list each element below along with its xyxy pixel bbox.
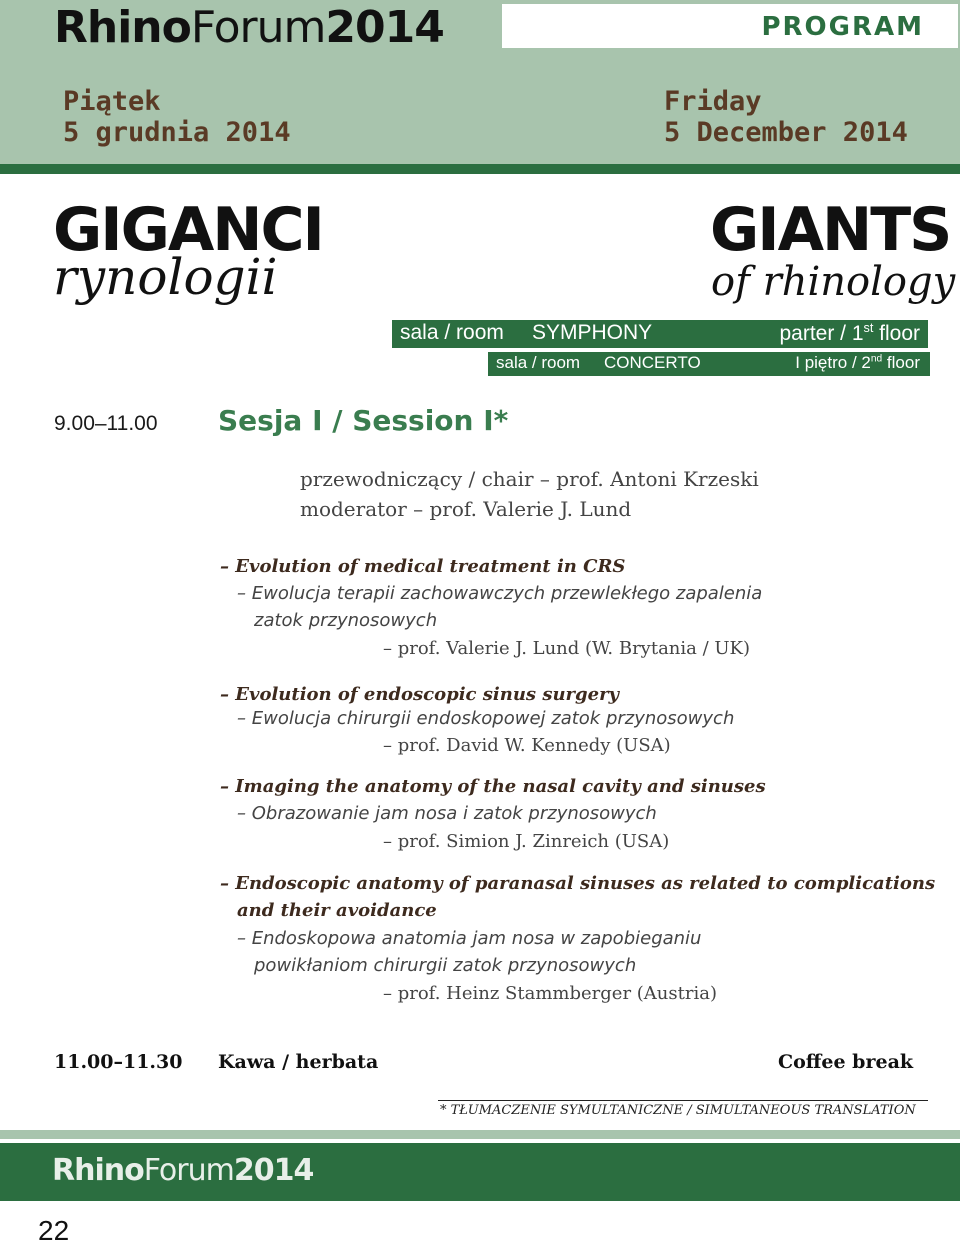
footer-divider	[0, 1130, 960, 1139]
session-time: 9.00–11.00	[54, 412, 158, 435]
session-title: Sesja I / Session I*	[218, 404, 509, 437]
session-chair: przewodniczący / chair – prof. Antoni Krzeski	[300, 467, 759, 491]
talk-title-pl-cont: zatok przynosowych	[254, 610, 438, 631]
title-en-sub: of rhinology	[711, 259, 956, 305]
session-moderator: moderator – prof. Valerie J. Lund	[300, 497, 632, 521]
title-pl-main: GIGANCI	[53, 195, 323, 265]
room-name: CONCERTO	[604, 353, 701, 372]
footer-brand-logo: RhinoForum2014	[52, 1153, 314, 1188]
title-pl-sub: rynologii	[53, 248, 278, 306]
room-bar-concerto	[488, 352, 930, 376]
room-bar-symphony	[392, 320, 928, 348]
room-label: sala / room	[400, 321, 504, 344]
header-divider	[0, 164, 960, 174]
talk-title-pl-cont: powikłaniom chirurgii zatok przynosowych	[254, 955, 637, 976]
brand-logo: RhinoForum2014	[54, 2, 444, 53]
talk-title-pl: – Endoskopowa anatomia jam nosa w zapobieganiu	[237, 928, 702, 949]
talk-title-en: – Endoscopic anatomy of paranasal sinuses as related to complications	[220, 873, 936, 894]
footnote: * TŁUMACZENIE SYMULTANICZNE / SIMULTANEOUS TRANSLATION	[440, 1103, 916, 1118]
day-en: Friday	[664, 86, 762, 117]
talk-title-en: – Evolution of medical treatment in CRS	[220, 556, 626, 577]
title-en-main: GIANTS	[710, 195, 951, 265]
talk-speaker: – prof. David W. Kennedy (USA)	[383, 735, 671, 756]
date-pl: 5 grudnia 2014	[63, 117, 291, 148]
talk-title-en: – Evolution of endoscopic sinus surgery	[220, 684, 620, 705]
program-label-box	[502, 4, 958, 48]
talk-title-pl: – Obrazowanie jam nosa i zatok przynosowych	[237, 803, 657, 824]
talk-speaker: – prof. Heinz Stammberger (Austria)	[383, 983, 717, 1004]
program-label: PROGRAM	[761, 12, 924, 42]
talk-speaker: – prof. Simion J. Zinreich (USA)	[383, 831, 670, 852]
room-name: SYMPHONY	[532, 321, 653, 344]
talk-title-en: – Imaging the anatomy of the nasal cavity and sinuses	[220, 776, 766, 797]
talk-title-pl: – Ewolucja chirurgii endoskopowej zatok przynosowych	[237, 708, 735, 729]
talk-title-en-cont: and their avoidance	[237, 900, 437, 921]
date-en: 5 December 2014	[664, 117, 908, 148]
room-floor: parter / 1st floor	[779, 321, 920, 345]
footer-band	[0, 1143, 960, 1201]
break-label-en: Coffee break	[778, 1051, 914, 1073]
talk-speaker: – prof. Valerie J. Lund (W. Brytania / UK)	[383, 638, 751, 659]
day-pl: Piątek	[63, 86, 161, 117]
page-number: 22	[38, 1215, 70, 1246]
room-label: sala / room	[496, 353, 581, 372]
footnote-rule	[438, 1100, 928, 1101]
break-label-pl: Kawa / herbata	[218, 1051, 379, 1073]
talk-title-pl: – Ewolucja terapii zachowawczych przewlekłego zapalenia	[237, 583, 763, 604]
room-floor: I piętro / 2nd floor	[795, 353, 920, 372]
break-time: 11.00–11.30	[54, 1051, 183, 1073]
